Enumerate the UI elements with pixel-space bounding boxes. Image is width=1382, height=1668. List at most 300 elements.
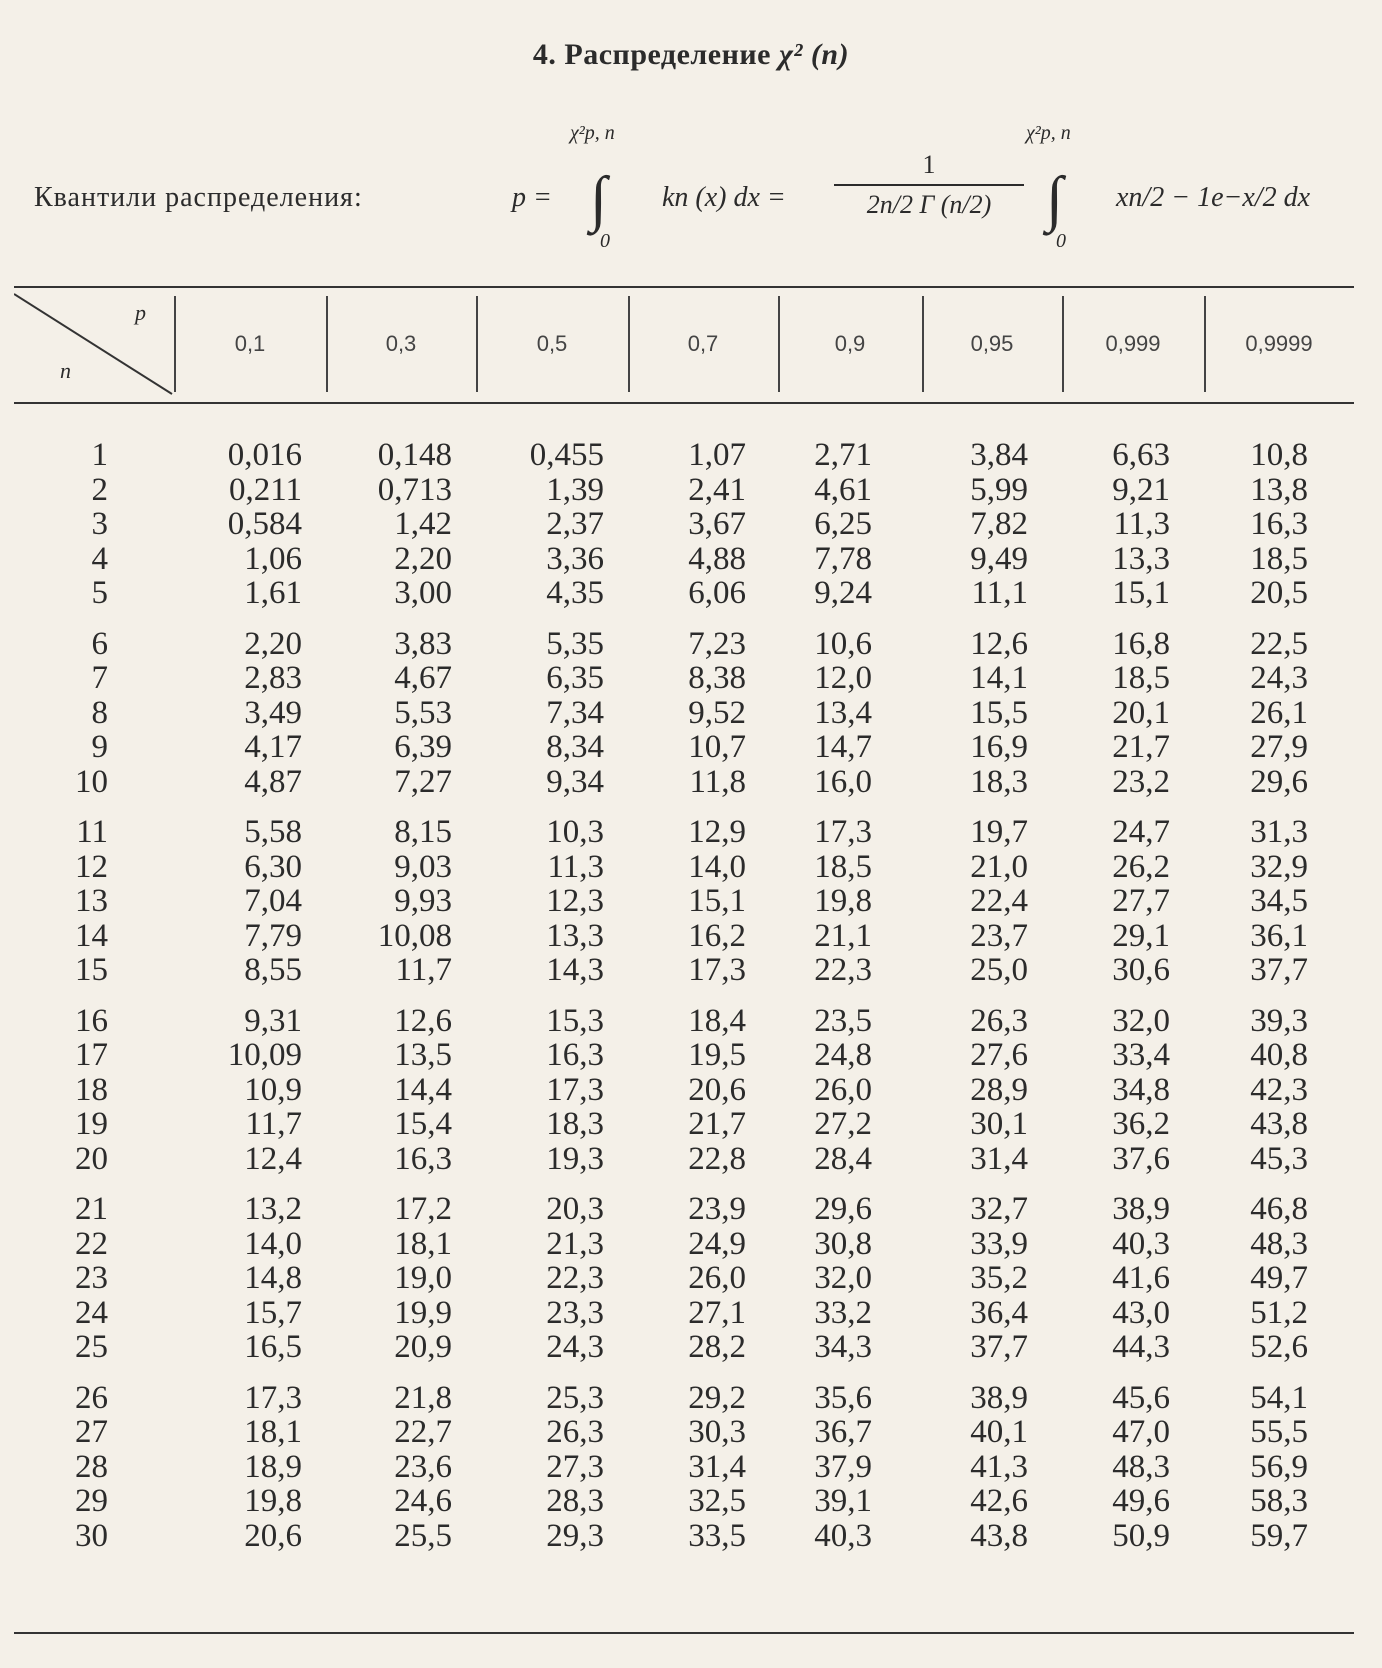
quantile-cell: 16,9 xyxy=(970,729,1028,765)
quantile-cell: 7,79 xyxy=(244,917,302,954)
quantile-cell: 18,4 xyxy=(688,1002,746,1039)
quantile-cell: 2,83 xyxy=(244,660,302,696)
row-degree-n: 30 xyxy=(75,1517,108,1554)
quantile-cell: 18,3 xyxy=(546,1106,604,1142)
quantile-cell: 1,39 xyxy=(546,471,604,508)
quantile-cell: 11,8 xyxy=(689,763,746,800)
quantile-cell: 15,4 xyxy=(394,1106,452,1142)
quantile-cell: 38,9 xyxy=(1112,1191,1170,1227)
quantile-cell: 21,3 xyxy=(546,1225,604,1262)
quantile-cell: 44,3 xyxy=(1112,1329,1170,1365)
quantile-cell: 37,7 xyxy=(1250,952,1308,988)
row-degree-n: 12 xyxy=(75,848,108,885)
quantile-cell: 28,2 xyxy=(688,1329,746,1365)
quantile-cell: 19,8 xyxy=(244,1483,302,1519)
quantile-cell: 13,3 xyxy=(1112,540,1170,577)
quantile-cell: 20,9 xyxy=(394,1329,452,1365)
corner-n-label: n xyxy=(60,358,71,383)
quantile-cell: 14,3 xyxy=(546,952,604,988)
quantile-cell: 59,7 xyxy=(1250,1517,1308,1554)
quantile-cell: 31,3 xyxy=(1250,814,1308,850)
quantile-cell: 40,1 xyxy=(970,1414,1028,1450)
quantile-cell: 30,1 xyxy=(970,1106,1028,1142)
quantile-cell: 22,3 xyxy=(814,952,872,988)
formula-integrand2: xn/2 − 1e−x/2 dx xyxy=(1116,182,1311,213)
quantile-cell: 0,584 xyxy=(227,506,302,542)
quantile-cell: 12,4 xyxy=(244,1140,302,1177)
row-degree-n: 24 xyxy=(75,1294,108,1331)
column-header-p: 0,9999 xyxy=(1245,331,1313,356)
table-row xyxy=(0,542,1382,577)
quantile-cell: 8,38 xyxy=(688,660,746,696)
quantile-cell: 10,6 xyxy=(814,625,872,662)
quantile-cell: 5,58 xyxy=(244,814,302,850)
quantile-cell: 20,3 xyxy=(546,1191,604,1227)
quantile-cell: 11,3 xyxy=(547,848,604,885)
row-degree-n: 20 xyxy=(75,1140,108,1177)
quantile-cell: 39,1 xyxy=(814,1483,872,1519)
quantile-cell: 9,93 xyxy=(394,883,452,919)
quantile-cell: 33,9 xyxy=(970,1225,1028,1262)
table-row xyxy=(0,1073,1382,1108)
quantile-cell: 49,7 xyxy=(1250,1260,1308,1296)
quantile-cell: 55,5 xyxy=(1250,1414,1308,1450)
row-degree-n: 3 xyxy=(91,506,108,542)
quantile-cell: 19,9 xyxy=(394,1294,452,1331)
row-degree-n: 21 xyxy=(75,1191,108,1227)
quantile-cell: 27,6 xyxy=(970,1037,1028,1073)
fraction-bar xyxy=(834,184,1024,186)
quantile-cell: 16,8 xyxy=(1112,625,1170,662)
fraction-denominator: 2n/2 Γ (n/2) xyxy=(866,190,992,219)
formula-fraction xyxy=(834,150,1024,220)
row-degree-n: 25 xyxy=(75,1329,108,1365)
table-row xyxy=(0,696,1382,731)
quantile-cell: 32,5 xyxy=(688,1483,746,1519)
quantile-cell: 1,61 xyxy=(244,575,302,611)
quantile-cell: 15,7 xyxy=(244,1294,302,1331)
table-row xyxy=(0,730,1382,765)
quantile-cell: 30,6 xyxy=(1112,952,1170,988)
quantile-cell: 12,6 xyxy=(394,1002,452,1039)
quantile-cell: 26,3 xyxy=(970,1002,1028,1039)
table-row xyxy=(0,627,1382,662)
quantile-cell: 42,3 xyxy=(1250,1071,1308,1108)
integral2-sign: ∫ xyxy=(1046,165,1063,233)
row-degree-n: 4 xyxy=(91,540,108,577)
quantile-cell: 12,9 xyxy=(688,814,746,850)
quantile-cell: 25,5 xyxy=(394,1517,452,1554)
title-number: 4. xyxy=(532,38,557,71)
quantile-cell: 26,2 xyxy=(1112,848,1170,885)
quantile-cell: 1,07 xyxy=(688,437,746,473)
quantile-cell: 23,2 xyxy=(1112,763,1170,800)
row-degree-n: 28 xyxy=(75,1448,108,1485)
quantile-cell: 18,5 xyxy=(1250,540,1308,577)
table-row xyxy=(0,1519,1382,1554)
quantile-cell: 54,1 xyxy=(1250,1379,1308,1416)
table-row xyxy=(0,1192,1382,1227)
quantile-cell: 33,5 xyxy=(688,1517,746,1554)
row-degree-n: 15 xyxy=(75,952,108,988)
row-degree-n: 10 xyxy=(75,763,108,800)
quantile-cell: 9,21 xyxy=(1112,471,1170,508)
quantile-cell: 13,8 xyxy=(1250,471,1308,508)
quantile-cell: 3,36 xyxy=(546,540,604,577)
quantile-cell: 18,3 xyxy=(970,763,1028,800)
quantile-cell: 36,4 xyxy=(970,1294,1028,1331)
quantile-cell: 5,99 xyxy=(970,471,1028,508)
table-bottom-rule xyxy=(14,1632,1354,1634)
quantile-cell: 29,3 xyxy=(546,1517,604,1554)
fraction-numerator: 1 xyxy=(922,150,936,179)
quantile-cell: 18,1 xyxy=(244,1414,302,1450)
quantile-cell: 0,211 xyxy=(228,471,302,508)
quantile-cell: 29,2 xyxy=(688,1379,746,1416)
row-degree-n: 11 xyxy=(76,814,108,850)
quantile-cell: 48,3 xyxy=(1112,1448,1170,1485)
quantile-cell: 19,8 xyxy=(814,883,872,919)
quantile-cell: 30,3 xyxy=(688,1414,746,1450)
quantile-cell: 34,5 xyxy=(1250,883,1308,919)
quantile-cell: 47,0 xyxy=(1112,1414,1170,1450)
quantile-cell: 14,1 xyxy=(970,660,1028,696)
quantile-cell: 52,6 xyxy=(1250,1329,1308,1365)
quantile-cell: 6,30 xyxy=(244,848,302,885)
quantile-cell: 18,9 xyxy=(244,1448,302,1485)
quantile-cell: 56,9 xyxy=(1250,1448,1308,1485)
column-header-p: 0,1 xyxy=(234,331,266,356)
row-degree-n: 16 xyxy=(75,1002,108,1039)
quantile-cell: 15,1 xyxy=(688,883,746,919)
row-degree-n: 13 xyxy=(75,883,108,919)
table-row xyxy=(0,473,1382,508)
quantile-cell: 1,06 xyxy=(244,540,302,577)
integral1-lower-limit: 0 xyxy=(600,230,610,252)
quantile-cell: 12,0 xyxy=(814,660,872,696)
row-degree-n: 29 xyxy=(75,1483,108,1519)
row-degree-n: 7 xyxy=(91,660,108,696)
quantile-cell: 20,1 xyxy=(1112,694,1170,731)
header-corner xyxy=(14,290,174,398)
quantile-cell: 58,3 xyxy=(1250,1483,1308,1519)
quantile-cell: 19,7 xyxy=(970,814,1028,850)
quantile-cell: 20,5 xyxy=(1250,575,1308,611)
quantile-cell: 39,3 xyxy=(1250,1002,1308,1039)
header-bottom-rule xyxy=(14,402,1354,404)
quantile-cell: 33,2 xyxy=(814,1294,872,1331)
integral1-upper-limit: χ²p, n xyxy=(570,122,615,144)
quantile-cell: 3,84 xyxy=(970,437,1028,473)
quantile-cell: 40,3 xyxy=(814,1517,872,1554)
column-header-p: 0,7 xyxy=(687,331,719,356)
quantile-cell: 19,0 xyxy=(394,1260,452,1296)
quantile-cell: 8,15 xyxy=(394,814,452,850)
quantile-cell: 22,3 xyxy=(546,1260,604,1296)
quantile-cell: 24,8 xyxy=(814,1037,872,1073)
formula-integrand1: kn (x) dx = xyxy=(662,182,786,213)
quantile-cell: 5,53 xyxy=(394,694,452,731)
quantile-cell: 31,4 xyxy=(688,1448,746,1485)
row-degree-n: 22 xyxy=(75,1225,108,1262)
quantile-cell: 4,35 xyxy=(546,575,604,611)
quantile-cell: 0,016 xyxy=(227,437,302,473)
row-degree-n: 17 xyxy=(75,1037,108,1073)
quantile-cell: 13,2 xyxy=(244,1191,302,1227)
quantile-cell: 16,3 xyxy=(1250,506,1308,542)
quantile-cell: 25,3 xyxy=(546,1379,604,1416)
table-row xyxy=(0,1296,1382,1331)
quantile-cell: 43,0 xyxy=(1112,1294,1170,1331)
quantile-cell: 37,9 xyxy=(814,1448,872,1485)
quantile-cell: 4,61 xyxy=(814,471,872,508)
quantile-cell: 16,3 xyxy=(394,1140,452,1177)
quantile-cell: 16,2 xyxy=(688,917,746,954)
quantile-cell: 10,3 xyxy=(546,814,604,850)
quantile-cell: 32,9 xyxy=(1250,848,1308,885)
row-degree-n: 27 xyxy=(75,1414,108,1450)
quantile-cell: 17,3 xyxy=(688,952,746,988)
title-text: Распределение xyxy=(564,38,771,71)
quantile-cell: 24,3 xyxy=(1250,660,1308,696)
quantile-cell: 10,8 xyxy=(1250,437,1308,473)
integral2-lower-limit: 0 xyxy=(1056,230,1066,252)
table-row xyxy=(0,1415,1382,1450)
quantile-cell: 9,49 xyxy=(970,540,1028,577)
row-degree-n: 2 xyxy=(91,471,108,508)
table-row xyxy=(0,765,1382,800)
table-row xyxy=(0,1227,1382,1262)
quantile-cell: 46,8 xyxy=(1250,1191,1308,1227)
quantile-cell: 29,6 xyxy=(814,1191,872,1227)
quantile-cell: 7,82 xyxy=(970,506,1028,542)
quantile-cell: 25,0 xyxy=(970,952,1028,988)
quantile-cell: 23,3 xyxy=(546,1294,604,1331)
quantile-cell: 5,35 xyxy=(546,625,604,662)
quantile-cell: 4,17 xyxy=(244,729,302,765)
row-degree-n: 8 xyxy=(91,694,108,731)
column-header-p: 0,9 xyxy=(834,331,866,356)
quantile-cell: 21,1 xyxy=(814,917,872,954)
quantile-cell: 7,27 xyxy=(394,763,452,800)
quantile-cell: 31,4 xyxy=(970,1140,1028,1177)
quantile-cell: 26,0 xyxy=(688,1260,746,1296)
quantile-cell: 14,0 xyxy=(688,848,746,885)
quantile-cell: 34,3 xyxy=(814,1329,872,1365)
quantile-cell: 48,3 xyxy=(1250,1225,1308,1262)
row-degree-n: 9 xyxy=(91,729,108,765)
quantile-cell: 13,4 xyxy=(814,694,872,731)
quantile-cell: 2,41 xyxy=(688,471,746,508)
integral2-upper-limit: χ²p, n xyxy=(1026,122,1071,144)
quantile-cell: 28,9 xyxy=(970,1071,1028,1108)
quantile-cell: 4,87 xyxy=(244,763,302,800)
table-row xyxy=(0,1261,1382,1296)
quantile-cell: 37,6 xyxy=(1112,1140,1170,1177)
quantile-cell: 49,6 xyxy=(1112,1483,1170,1519)
quantile-cell: 21,7 xyxy=(688,1106,746,1142)
quantile-cell: 38,9 xyxy=(970,1379,1028,1416)
quantile-cell: 30,8 xyxy=(814,1225,872,1262)
quantile-cell: 35,6 xyxy=(814,1379,872,1416)
quantile-cell: 40,3 xyxy=(1112,1225,1170,1262)
quantile-cell: 26,1 xyxy=(1250,694,1308,731)
quantile-cell: 28,4 xyxy=(814,1140,872,1177)
quantile-cell: 12,6 xyxy=(970,625,1028,662)
row-degree-n: 1 xyxy=(91,437,108,473)
row-degree-n: 6 xyxy=(91,625,108,662)
quantile-cell: 8,55 xyxy=(244,952,302,988)
quantile-cell: 28,3 xyxy=(546,1483,604,1519)
page-title xyxy=(0,38,1382,72)
quantile-cell: 43,8 xyxy=(1250,1106,1308,1142)
table-row xyxy=(0,1142,1382,1177)
quantile-cell: 27,2 xyxy=(814,1106,872,1142)
table-row xyxy=(0,1107,1382,1142)
quantile-cell: 17,2 xyxy=(394,1191,452,1227)
quantile-cell: 16,5 xyxy=(244,1329,302,1365)
quantile-cell: 32,0 xyxy=(1112,1002,1170,1039)
column-header-p: 0,95 xyxy=(970,331,1014,356)
quantile-cell: 14,8 xyxy=(244,1260,302,1296)
table-row xyxy=(0,1004,1382,1039)
quantile-cell: 13,3 xyxy=(546,917,604,954)
quantile-cell: 36,2 xyxy=(1112,1106,1170,1142)
quantile-cell: 10,9 xyxy=(244,1071,302,1108)
quantile-cell: 32,0 xyxy=(814,1260,872,1296)
table-row xyxy=(0,815,1382,850)
quantile-cell: 11,7 xyxy=(245,1106,302,1142)
quantile-cell: 15,3 xyxy=(546,1002,604,1039)
quantile-cell: 29,1 xyxy=(1112,917,1170,954)
quantile-cell: 21,8 xyxy=(394,1379,452,1416)
quantile-cell: 6,25 xyxy=(814,506,872,542)
quantile-cell: 21,7 xyxy=(1112,729,1170,765)
quantile-cell: 45,6 xyxy=(1112,1379,1170,1416)
quantile-cell: 23,6 xyxy=(394,1448,452,1485)
quantile-cell: 35,2 xyxy=(970,1260,1028,1296)
table-row xyxy=(0,919,1382,954)
table-row xyxy=(0,1381,1382,1416)
quantile-cell: 27,9 xyxy=(1250,729,1308,765)
quantile-cell: 23,7 xyxy=(970,917,1028,954)
quantile-cell: 19,5 xyxy=(688,1037,746,1073)
quantile-cell: 9,52 xyxy=(688,694,746,731)
quantile-cell: 20,6 xyxy=(688,1071,746,1108)
quantile-cell: 3,49 xyxy=(244,694,302,731)
quantile-cell: 9,03 xyxy=(394,848,452,885)
row-degree-n: 26 xyxy=(75,1379,108,1416)
quantile-cell: 45,3 xyxy=(1250,1140,1308,1177)
quantile-cell: 7,34 xyxy=(546,694,604,731)
quantile-cell: 11,1 xyxy=(971,575,1028,611)
quantile-cell: 20,6 xyxy=(244,1517,302,1554)
quantile-cell: 1,42 xyxy=(394,506,452,542)
quantile-cell: 3,00 xyxy=(394,575,452,611)
quantile-cell: 19,3 xyxy=(546,1140,604,1177)
quantile-cell: 3,83 xyxy=(394,625,452,662)
corner-p-label: p xyxy=(135,300,146,325)
quantile-cell: 33,4 xyxy=(1112,1037,1170,1073)
table-row xyxy=(0,438,1382,473)
row-degree-n: 14 xyxy=(75,917,108,954)
quantile-cell: 27,1 xyxy=(688,1294,746,1331)
quantile-cell: 0,455 xyxy=(529,437,604,473)
quantile-cell: 16,3 xyxy=(546,1037,604,1073)
quantile-cell: 21,0 xyxy=(970,848,1028,885)
quantile-cell: 10,7 xyxy=(688,729,746,765)
table-row xyxy=(0,1484,1382,1519)
quantile-cell: 10,09 xyxy=(227,1037,302,1073)
table-row xyxy=(0,1038,1382,1073)
row-degree-n: 23 xyxy=(75,1260,108,1296)
column-header-p: 0,3 xyxy=(385,331,417,356)
table-row xyxy=(0,1330,1382,1365)
quantile-cell: 6,39 xyxy=(394,729,452,765)
quantile-cell: 40,8 xyxy=(1250,1037,1308,1073)
quantile-cell: 4,67 xyxy=(394,660,452,696)
table-row xyxy=(0,576,1382,611)
quantile-cell: 0,713 xyxy=(377,471,452,508)
quantile-cell: 27,3 xyxy=(546,1448,604,1485)
table-row xyxy=(0,507,1382,542)
quantile-cell: 18,5 xyxy=(814,848,872,885)
table-row xyxy=(0,953,1382,988)
quantile-cell: 7,23 xyxy=(688,625,746,662)
row-degree-n: 19 xyxy=(75,1106,108,1142)
table-header xyxy=(14,290,1354,398)
quantile-cell: 2,37 xyxy=(546,506,604,542)
quantile-cell: 24,3 xyxy=(546,1329,604,1365)
quantile-cell: 15,1 xyxy=(1112,575,1170,611)
quantile-cell: 0,148 xyxy=(377,437,452,473)
quantile-cell: 26,0 xyxy=(814,1071,872,1108)
integral1-sign: ∫ xyxy=(590,165,607,233)
table-row xyxy=(0,850,1382,885)
quantile-cell: 4,88 xyxy=(688,540,746,577)
corner-diagonal xyxy=(14,290,174,398)
quantile-cell: 14,4 xyxy=(394,1071,452,1108)
quantile-cell: 9,31 xyxy=(244,1002,302,1039)
quantile-cell: 18,1 xyxy=(394,1225,452,1262)
formula-lead: Квантили распределения: xyxy=(34,182,363,213)
quantile-cell: 14,7 xyxy=(814,729,872,765)
quantile-cell: 2,71 xyxy=(814,437,872,473)
quantile-cell: 14,0 xyxy=(244,1225,302,1262)
row-degree-n: 18 xyxy=(75,1071,108,1108)
quantile-cell: 12,3 xyxy=(546,883,604,919)
row-degree-n: 5 xyxy=(91,575,108,611)
quantile-cell: 24,7 xyxy=(1112,814,1170,850)
quantile-cell: 22,5 xyxy=(1250,625,1308,662)
quantile-cell: 2,20 xyxy=(244,625,302,662)
quantile-cell: 6,35 xyxy=(546,660,604,696)
column-header-p: 0,5 xyxy=(536,331,568,356)
formula-p: p = xyxy=(512,182,552,213)
quantile-cell: 16,0 xyxy=(814,763,872,800)
quantile-cell: 22,7 xyxy=(394,1414,452,1450)
quantile-cell: 7,78 xyxy=(814,540,872,577)
quantile-cell: 7,04 xyxy=(244,883,302,919)
quantile-cell: 22,4 xyxy=(970,883,1028,919)
quantile-cell: 41,6 xyxy=(1112,1260,1170,1296)
title-symbol: χ² (n) xyxy=(778,38,850,71)
quantile-cell: 11,3 xyxy=(1113,506,1170,542)
quantile-cell: 51,2 xyxy=(1250,1294,1308,1331)
quantile-cell: 17,3 xyxy=(546,1071,604,1108)
quantile-cell: 9,24 xyxy=(814,575,872,611)
table-row xyxy=(0,661,1382,696)
